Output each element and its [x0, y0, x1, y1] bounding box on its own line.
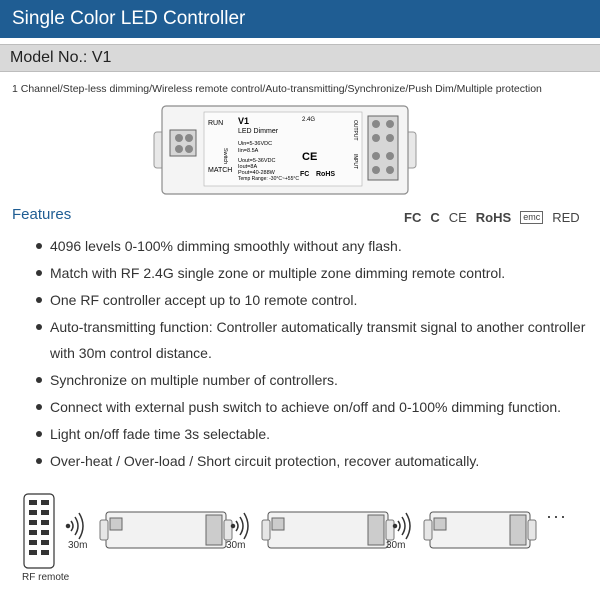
feature-item: Light on/off fade time 3s selectable. — [36, 426, 270, 442]
distance-label: 30m — [226, 540, 246, 551]
model-bar — [0, 44, 600, 72]
rohs-cert: RoHS — [475, 210, 512, 225]
bullet-icon — [36, 458, 42, 464]
feature-item: Match with RF 2.4G single zone or multiple zone dimming remote control. — [36, 265, 505, 281]
device-model: V1 — [238, 116, 250, 126]
feature-item: Auto-transmitting function: Controller automatically transmit signal to another controller — [36, 319, 585, 335]
run-label: RUN — [208, 120, 224, 127]
c-cert: C — [430, 210, 440, 225]
bullet-icon — [36, 431, 42, 437]
rohs-mark: RoHS — [316, 171, 336, 178]
device-iin: Iin=8.5A — [238, 148, 259, 154]
red-cert: RED — [552, 210, 580, 225]
wireless-chain-diagram — [10, 490, 600, 590]
page-title: Single Color LED Controller — [12, 8, 246, 29]
feature-item: Over-heat / Over-load / Short circuit protection, recover automatically. — [36, 453, 479, 469]
signal-wave-icon — [394, 513, 411, 539]
feature-item: 4096 levels 0-100% dimming smoothly without any flash. — [36, 238, 402, 254]
left-terminal-block — [170, 130, 196, 156]
distance-label: 30m — [386, 540, 406, 551]
input-label: INPUT — [352, 154, 358, 169]
rf-remote-label: RF remote — [22, 572, 70, 583]
controller-unit-icon — [100, 512, 232, 548]
bullet-icon — [36, 297, 42, 303]
bullet-icon — [36, 243, 42, 249]
feature-tagline: 1 Channel/Step-less dimming/Wireless remote control/Auto-transmitting/Synchronize/Push Dim/Multiple protection — [12, 83, 542, 95]
distance-label: 30m — [68, 540, 88, 551]
switch-label: Switch — [222, 148, 228, 165]
controller-product-image — [150, 100, 420, 200]
output-label: OUTPUT — [352, 120, 358, 141]
controller-unit-icon — [424, 512, 536, 548]
feature-item: Synchronize on multiple number of controllers. — [36, 372, 338, 388]
feature-item: One RF controller accept up to 10 remote control. — [36, 292, 357, 308]
certification-marks — [404, 210, 580, 225]
more-controllers-ellipsis: ··· — [546, 506, 567, 526]
device-uin: Uin=5-36VDC — [238, 141, 273, 147]
signal-wave-icon — [67, 513, 84, 539]
rf-remote-icon — [24, 494, 54, 568]
controller-unit-icon — [262, 512, 394, 548]
bullet-icon — [36, 404, 42, 410]
freq-label: 2.4G — [302, 117, 316, 123]
ce-mark: CE — [302, 151, 318, 163]
fc-mark: FC — [300, 171, 310, 178]
bullet-icon — [36, 324, 42, 330]
fc-cert: FC — [404, 210, 422, 225]
device-name: LED Dimmer — [238, 128, 279, 135]
device-iout: Iout=8A — [238, 164, 258, 170]
match-label: MATCH — [208, 167, 233, 174]
emc-cert: emc — [520, 211, 543, 224]
feature-item-continued: with 30m control distance. — [50, 345, 212, 361]
device-uout: Uout=5-36VDC — [238, 158, 276, 164]
device-pout: Pout=40-288W — [238, 170, 275, 176]
feature-item: Connect with external push switch to achieve on/off and 0-100% dimming function. — [36, 399, 561, 415]
model-label: Model No.: V1 — [10, 49, 112, 66]
bullet-icon — [36, 270, 42, 276]
features-heading: Features — [12, 206, 72, 223]
bullet-icon — [36, 377, 42, 383]
ce-cert: CE — [448, 210, 467, 225]
title-bar — [0, 0, 600, 38]
device-temp: Temp Range: -30°C~+55°C — [238, 176, 299, 182]
signal-wave-icon — [232, 513, 249, 539]
